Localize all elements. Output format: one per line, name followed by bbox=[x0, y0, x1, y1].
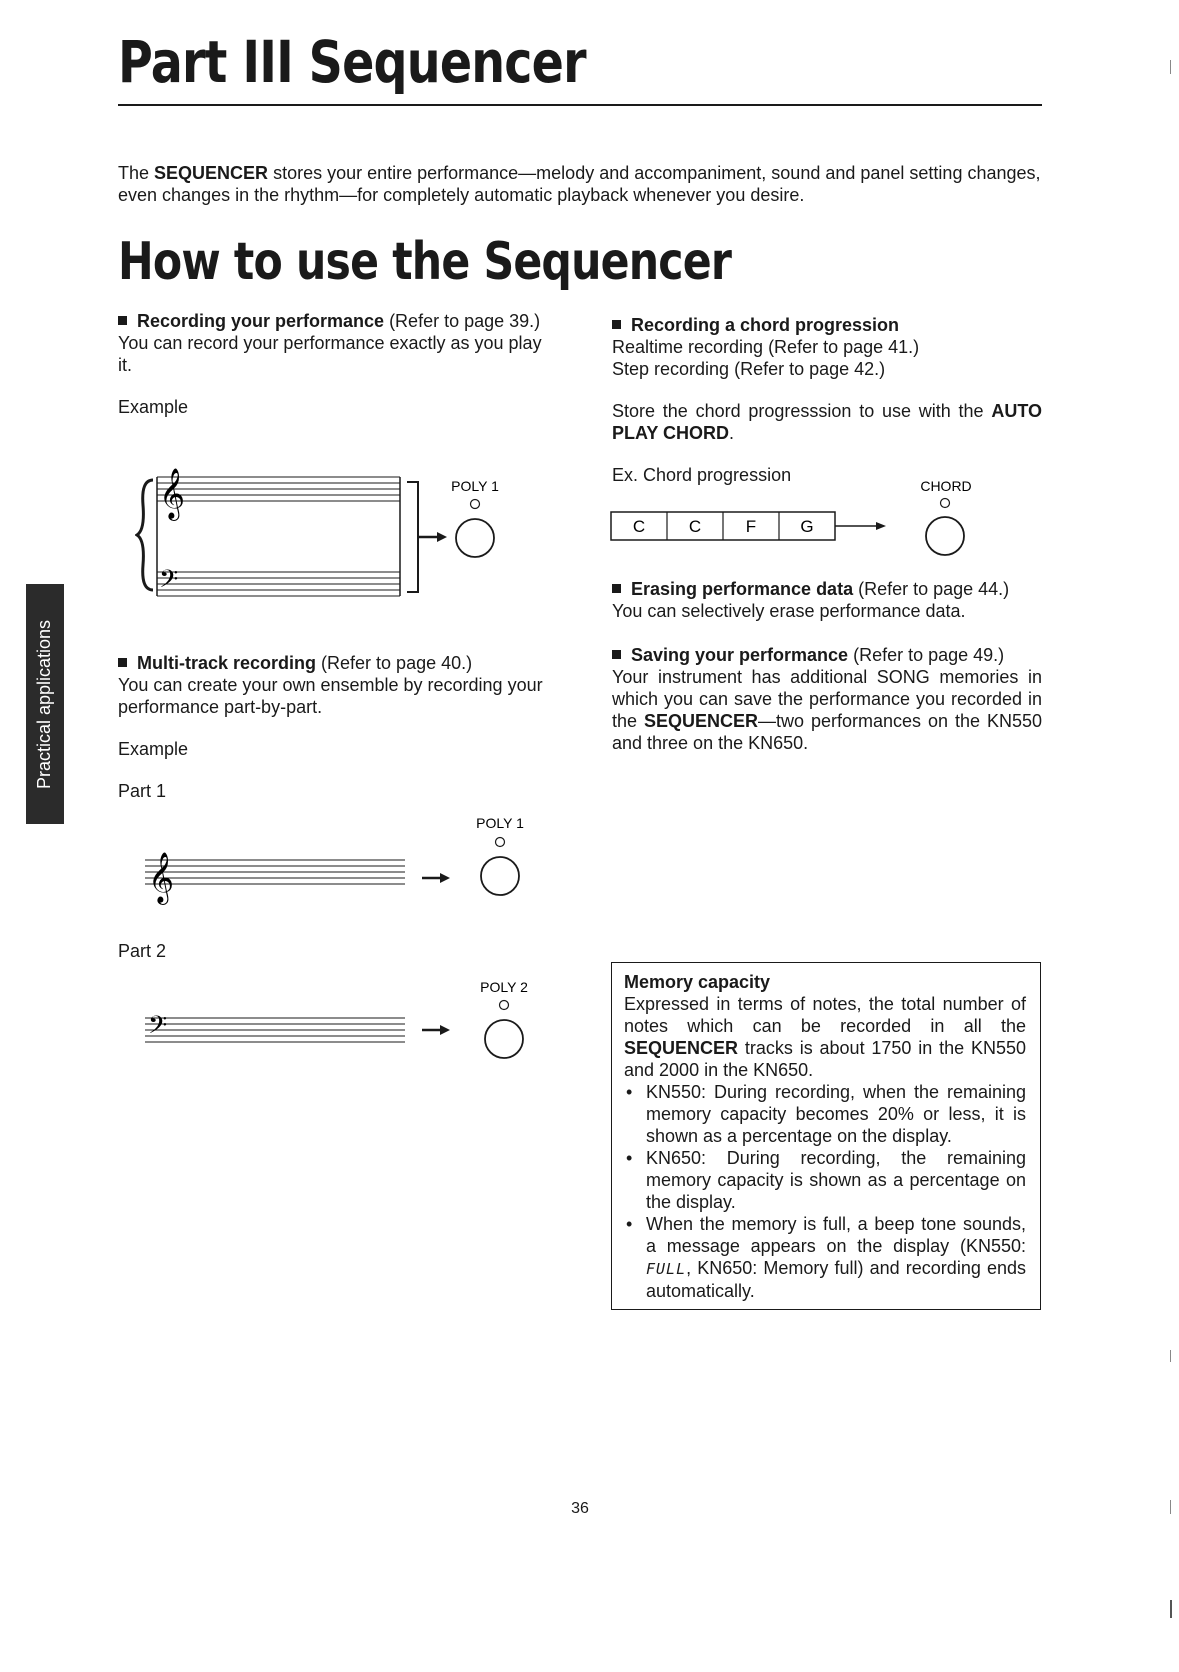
multitrack-section bbox=[118, 652, 548, 802]
part2-diagram bbox=[140, 976, 540, 1066]
bullet3-b: , KN650: Memory full) and recording ends automatically. bbox=[646, 1258, 1026, 1301]
chord-example-label: Ex. Chord progression bbox=[612, 465, 792, 485]
poly1-label: POLY 1 bbox=[451, 478, 499, 494]
store-text: Store the chord progresssion to use with the bbox=[612, 401, 992, 421]
multitrack-title: Multi-track recording bbox=[137, 653, 317, 673]
memory-intro-bold: SEQUENCER bbox=[624, 1038, 739, 1058]
recording-ref: (Refer to page 39.) bbox=[384, 311, 541, 331]
memory-title: Memory capacity bbox=[624, 972, 771, 992]
side-tab bbox=[26, 584, 64, 824]
bullet3-a: When the memory is full, a beep tone sounds, a message appears on the display (KN550: bbox=[646, 1214, 1026, 1256]
recording-section bbox=[118, 310, 548, 418]
intro-prefix: The bbox=[118, 163, 155, 183]
saving-body bbox=[612, 666, 1042, 754]
memory-capacity-box bbox=[611, 962, 1041, 1310]
recording-example-label: Example bbox=[118, 397, 189, 417]
poly1-button[interactable] bbox=[456, 519, 494, 557]
bullet-square-icon bbox=[118, 316, 127, 325]
saving-body-a: Your instrument has additional SONG memories in which you can save the performance you recorded in the bbox=[612, 667, 1042, 731]
treble-staff bbox=[157, 477, 400, 501]
scan-mark bbox=[1170, 1350, 1171, 1362]
multitrack-body: You can create your own ensemble by recording your performance part-by-part. bbox=[118, 675, 543, 717]
part-title: Part III Sequencer bbox=[118, 28, 586, 96]
poly2-button[interactable] bbox=[485, 1020, 523, 1058]
led-icon bbox=[471, 500, 480, 509]
memory-list bbox=[624, 1081, 1026, 1302]
chord-cell: C bbox=[632, 517, 646, 536]
multitrack-ref: (Refer to page 40.) bbox=[316, 653, 473, 673]
intro-bold: SEQUENCER bbox=[154, 163, 269, 183]
bullet-square-icon bbox=[612, 320, 621, 329]
bass-clef-icon: 𝄢 bbox=[148, 1012, 168, 1045]
intro-rest: stores your entire performance—melody and accompaniment, sound and panel setting changes, even changes in the rhythm—for completely automatic playback whenever you desire. bbox=[118, 163, 1041, 205]
chord-cell: C bbox=[688, 517, 702, 536]
bass-clef-icon: 𝄢 bbox=[159, 566, 179, 599]
store-bold: AUTO PLAY CHORD bbox=[612, 401, 1042, 443]
bullet-square-icon bbox=[612, 650, 621, 659]
list-item: • KN550: During recording, when the remaining memory capacity becomes 20% or less, it is shown as a percentage on the display. bbox=[624, 1081, 1026, 1147]
recording-body: You can record your performance exactly as you play it. bbox=[118, 333, 542, 375]
part2-poly-label: POLY 2 bbox=[480, 979, 528, 995]
saving-body-b: —two performances on the KN550 and three on the KN650. bbox=[612, 711, 1042, 753]
memory-intro-b: tracks is about 1750 in the KN550 and 2000 in the KN650. bbox=[624, 1038, 1026, 1080]
treble-clef-icon: 𝄞 bbox=[148, 853, 175, 902]
saving-title: Saving your performance bbox=[631, 645, 849, 665]
saving-section bbox=[612, 644, 1042, 754]
memory-intro bbox=[624, 993, 1026, 1081]
led-icon bbox=[496, 838, 505, 847]
bracket-icon bbox=[407, 482, 418, 592]
erasing-ref: (Refer to page 44.) bbox=[853, 579, 1010, 599]
brace-icon bbox=[137, 480, 153, 590]
poly1-button[interactable] bbox=[481, 857, 519, 895]
side-tab-label: Practical applications bbox=[34, 619, 55, 789]
chord-cell: F bbox=[745, 517, 757, 536]
saving-ref: (Refer to page 49.) bbox=[848, 645, 1005, 665]
memory-intro-a: Expressed in terms of notes, the total number of notes which can be recorded in all the bbox=[624, 994, 1026, 1036]
chord-heading bbox=[612, 314, 1042, 336]
chord-title: Recording a chord progression bbox=[631, 315, 900, 335]
lcd-full-text: FULL bbox=[646, 1260, 687, 1278]
erasing-title: Erasing performance data bbox=[631, 579, 854, 599]
chord-button[interactable] bbox=[926, 517, 964, 555]
chord-step: Step recording (Refer to page 42.) bbox=[612, 359, 886, 379]
list-item bbox=[624, 1213, 1026, 1302]
part1-diagram bbox=[140, 808, 540, 918]
multitrack-heading bbox=[118, 652, 548, 674]
chord-progression-diagram bbox=[608, 470, 1008, 560]
erasing-heading bbox=[612, 578, 1042, 600]
store-end: . bbox=[729, 423, 735, 443]
led-icon bbox=[941, 499, 950, 508]
erasing-section bbox=[612, 578, 1042, 622]
treble-clef-icon: 𝄞 bbox=[159, 469, 186, 518]
saving-heading bbox=[612, 644, 1042, 666]
intro-paragraph bbox=[118, 162, 1048, 206]
page-number: 36 bbox=[571, 1500, 589, 1517]
grand-staff-diagram bbox=[135, 460, 535, 610]
chord-store-text bbox=[612, 400, 1042, 444]
scan-mark bbox=[1170, 1500, 1171, 1514]
recording-heading bbox=[118, 310, 548, 332]
part1-poly-label: POLY 1 bbox=[476, 815, 524, 831]
bass-staff bbox=[157, 572, 400, 596]
chord-cell: G bbox=[800, 517, 814, 536]
part2-label: Part 2 bbox=[118, 941, 167, 961]
multitrack-example-label: Example bbox=[118, 739, 189, 759]
part1-staff bbox=[145, 860, 405, 884]
led-icon bbox=[500, 1001, 509, 1010]
recording-title: Recording your performance bbox=[137, 311, 385, 331]
list-item: • KN650: During recording, the remaining memory capacity is shown as a percentage on the display. bbox=[624, 1147, 1026, 1213]
title-rule bbox=[118, 104, 1042, 106]
part1-label: Part 1 bbox=[118, 781, 167, 801]
bullet-square-icon bbox=[118, 658, 127, 667]
bullet-square-icon bbox=[612, 584, 621, 593]
chord-section bbox=[612, 314, 1042, 486]
scan-mark bbox=[1170, 1600, 1172, 1618]
part2-staff bbox=[145, 1018, 405, 1042]
section-title: How to use the Sequencer bbox=[118, 232, 732, 292]
erasing-body: You can selectively erase performance data. bbox=[612, 601, 966, 621]
chord-realtime: Realtime recording (Refer to page 41.) bbox=[612, 337, 920, 357]
chord-label: CHORD bbox=[920, 478, 972, 494]
scan-mark bbox=[1170, 60, 1171, 74]
saving-body-bold: SEQUENCER bbox=[643, 711, 759, 731]
